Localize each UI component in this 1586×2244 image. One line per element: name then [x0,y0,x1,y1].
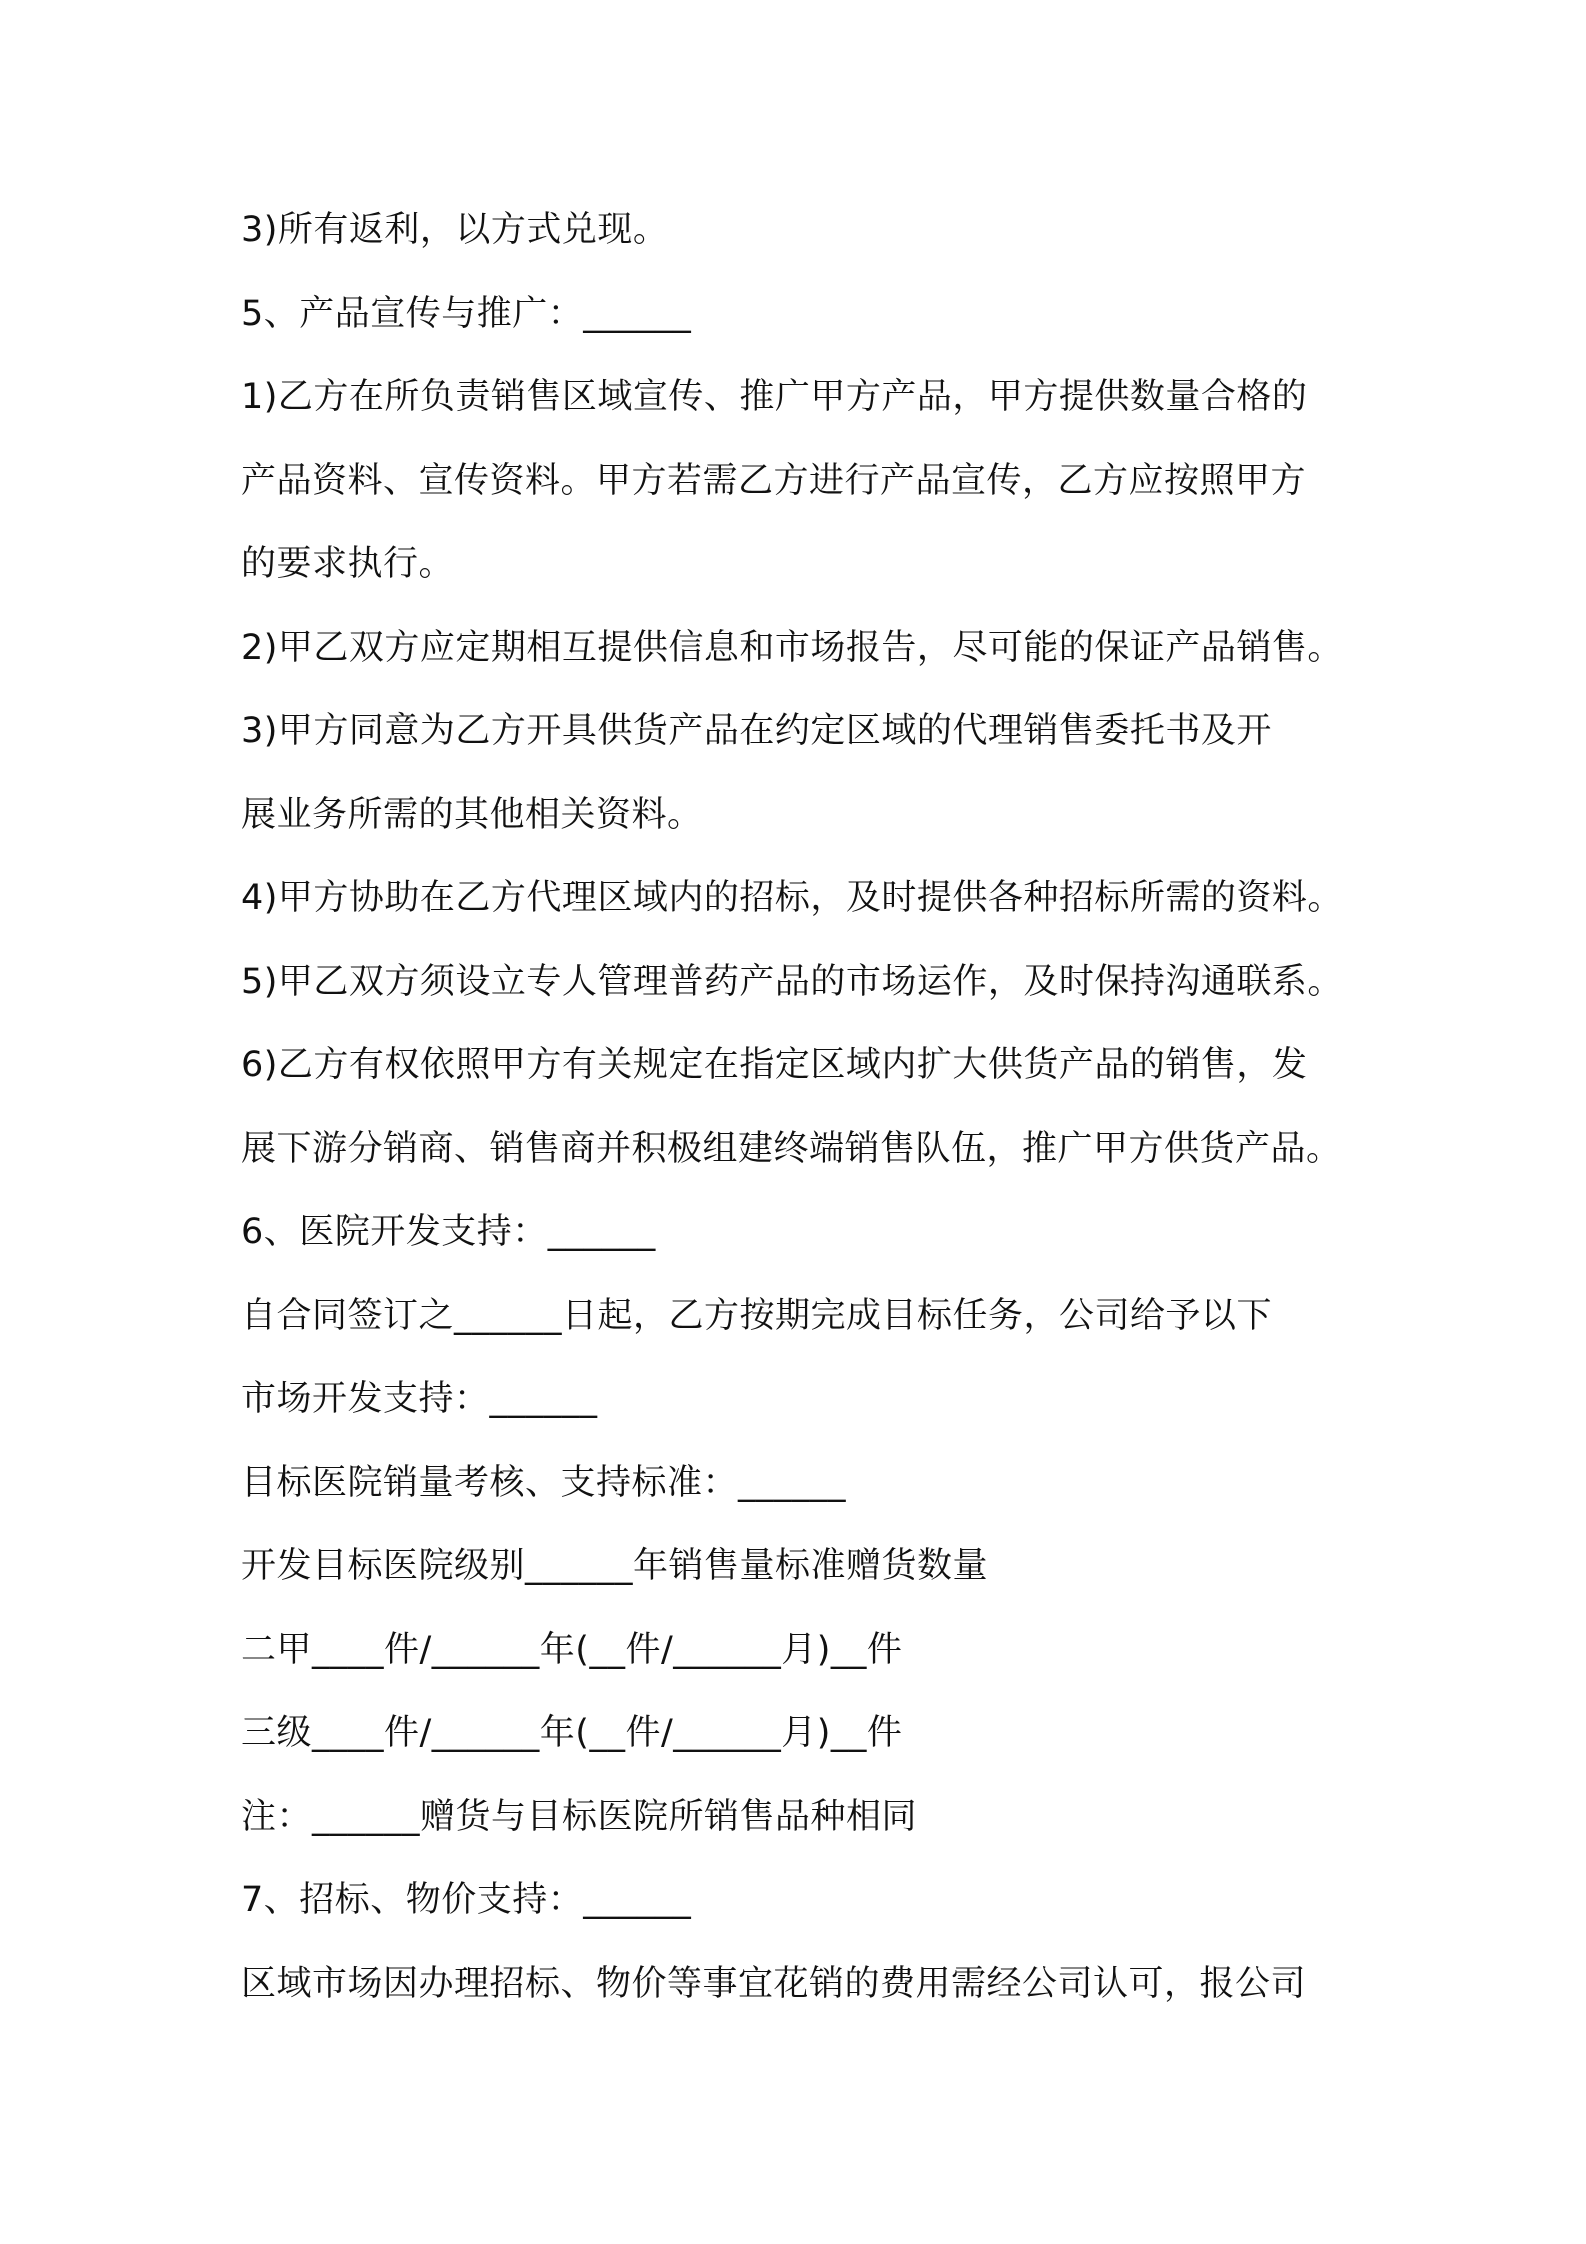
rebate-clause-3: 3)所有返利，以方式兑现。 [241,210,669,250]
hospital-level-header: 开发目标医院级别______年销售量标准赠货数量 [241,1546,989,1586]
hospital-support-line-1: 自合同签订之______日起，乙方按期完成目标任务，公司给予以下 [241,1295,1273,1336]
promotion-clause-3-line-1: 3)甲方同意为乙方开具供货产品在约定区域的代理销售委托书及开 [241,711,1272,751]
section-6-heading: 6、医院开发支持：______ [241,1212,656,1252]
hospital-support-line-2: 市场开发支持：______ [241,1379,598,1419]
promotion-clause-6-line-2: 展下游分销商、销售商并积极组建终端销售队伍，推广甲方供货产品。 [241,1128,1342,1169]
promotion-clause-1-line-2: 产品资料、宣传资料。甲方若需乙方进行产品宣传，乙方应按照甲方 [241,460,1307,501]
promotion-clause-4: 4)甲方协助在乙方代理区域内的招标，及时提供各种招标所需的资料。 [241,878,1343,918]
level-sanji-row: 三级____件/______年(__件/______月)__件 [241,1713,903,1753]
promotion-clause-1-line-1: 1)乙方在所负责销售区域宣传、推广甲方产品，甲方提供数量合格的 [241,377,1308,417]
level-erjia-row: 二甲____件/______年(__件/______月)__件 [241,1629,903,1670]
tender-pricing-line-1: 区域市场因办理招标、物价等事宜花销的费用需经公司认可，报公司 [241,1963,1307,2004]
promotion-clause-5: 5)甲乙双方须设立专人管理普药产品的市场运作，及时保持沟通联系。 [241,961,1343,1002]
section-7-heading: 7、招标、物价支持：______ [241,1880,692,1920]
promotion-clause-6-line-1: 6)乙方有权依照甲方有关规定在指定区域内扩大供货产品的销售，发 [241,1045,1308,1085]
section-5-heading: 5、产品宣传与推广：______ [241,293,692,334]
gift-note-line: 注：______赠货与目标医院所销售品种相同 [241,1796,918,1837]
contract-text-body [241,199,1381,2036]
promotion-clause-1-line-3: 的要求执行。 [241,544,455,584]
assessment-standard-line: 目标医院销量考核、支持标准：______ [241,1462,847,1503]
promotion-clause-3-line-2: 展业务所需的其他相关资料。 [241,794,703,835]
promotion-clause-2: 2)甲乙双方应定期相互提供信息和市场报告，尽可能的保证产品销售。 [241,627,1343,668]
